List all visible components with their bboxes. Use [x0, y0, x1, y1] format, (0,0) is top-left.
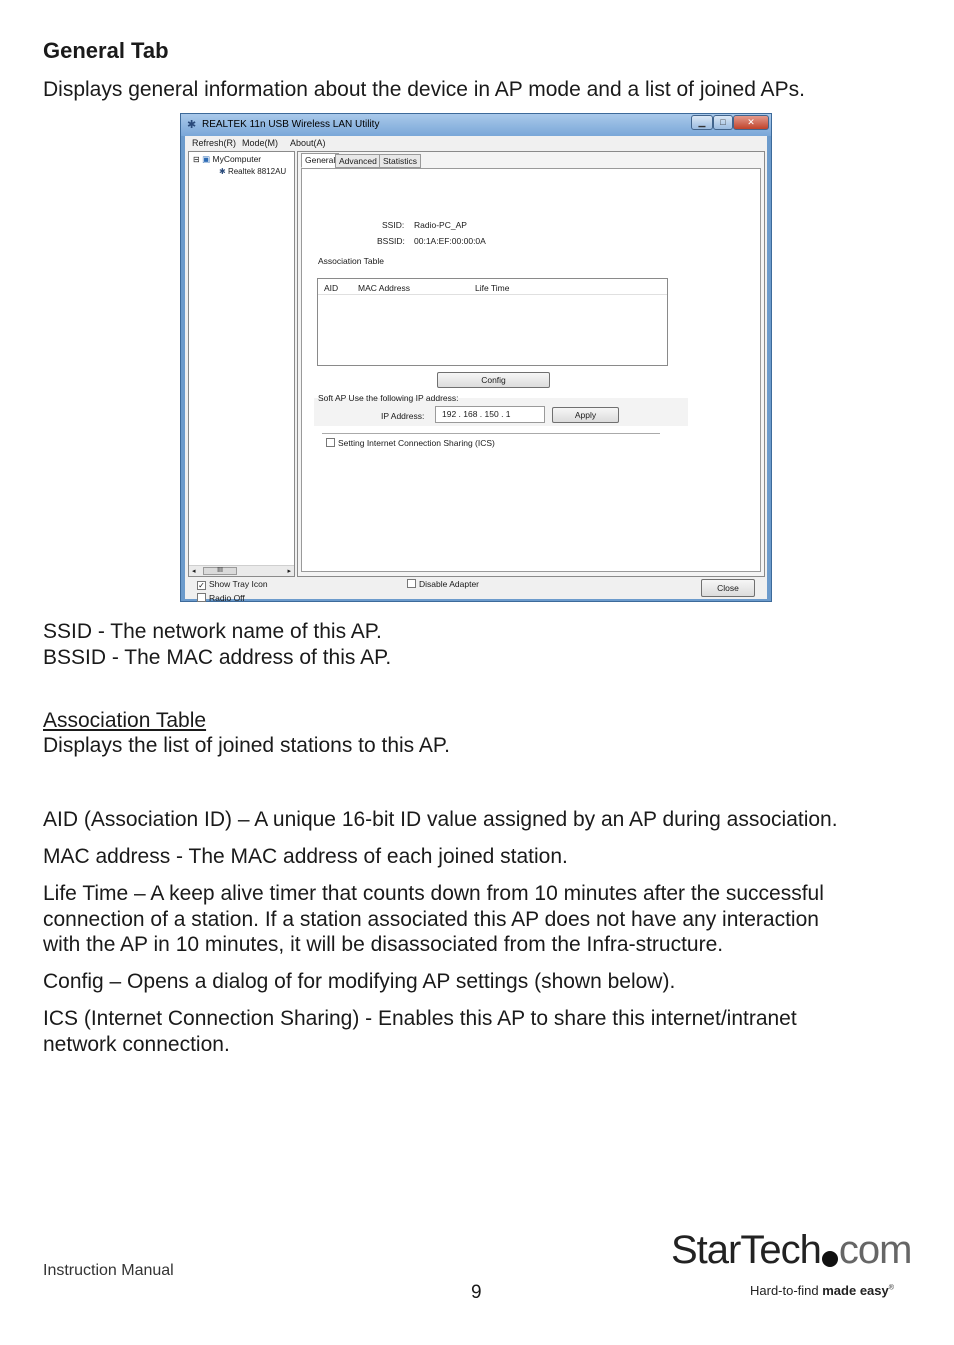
utility-window-screenshot — [180, 113, 772, 602]
aid-description: AID (Association ID) – A unique 16-bit ID value assigned by an AP during association. — [43, 808, 838, 831]
scroll-right-icon[interactable]: ▸ — [287, 568, 291, 575]
ics-description-line1: ICS (Internet Connection Sharing) - Enables this AP to share this internet/intranet — [43, 1007, 797, 1030]
col-aid[interactable]: AID — [324, 283, 339, 293]
association-table-title: Association Table — [43, 709, 207, 732]
bssid-label: BSSID: — [377, 236, 405, 246]
intro-text: Displays general information about the device in AP mode and a list of joined APs. — [43, 78, 805, 101]
menu-refresh[interactable]: Refresh(R) — [192, 138, 237, 148]
soft-ap-label: Soft AP Use the following IP address: — [318, 393, 459, 403]
ssid-value: Radio-PC_AP — [414, 220, 467, 230]
disable-adapter-checkbox[interactable] — [407, 579, 416, 588]
ics-checkbox-row[interactable] — [326, 438, 495, 448]
section-heading: General Tab — [43, 38, 169, 63]
adapter-icon: ✱ — [219, 167, 226, 176]
tagline-part2: made easy — [822, 1283, 889, 1298]
apply-button[interactable]: Apply — [552, 407, 619, 423]
radio-off-checkbox[interactable] — [197, 593, 206, 602]
show-tray-row[interactable] — [197, 579, 268, 590]
ics-checkbox-label: Setting Internet Connection Sharing (ICS) — [338, 438, 495, 448]
logo-tagline — [750, 1283, 894, 1298]
scroll-thumb[interactable]: III — [203, 567, 237, 575]
device-tree[interactable] — [188, 151, 295, 577]
show-tray-label: Show Tray Icon — [209, 579, 268, 589]
col-mac-address[interactable]: MAC Address — [358, 283, 410, 293]
disable-adapter-row[interactable] — [407, 579, 479, 589]
col-life-time[interactable]: Life Time — [475, 283, 510, 293]
tree-child-label: Realtek 8812AU — [227, 167, 287, 176]
ip-address-label: IP Address: — [381, 411, 425, 421]
computer-icon: ▣ — [202, 154, 211, 164]
ssid-label: SSID: — [382, 220, 405, 230]
startech-logo — [671, 1228, 911, 1273]
tab-statistics[interactable]: Statistics — [379, 154, 421, 168]
menu-bar — [185, 136, 767, 150]
mac-description: MAC address - The MAC address of each joined station. — [43, 845, 568, 868]
scroll-left-icon[interactable]: ◂ — [192, 568, 196, 575]
lifetime-description-line3: with the AP in 10 minutes, it will be disassociated from the Infra-structure. — [43, 933, 724, 956]
radio-off-label: Radio Off — [209, 593, 245, 603]
settings-panel — [297, 151, 765, 577]
logo-text-startech: StarTech — [671, 1228, 821, 1272]
general-tab-page — [301, 168, 761, 572]
association-table-description: Displays the list of joined stations to this AP. — [43, 734, 450, 757]
window-body — [185, 136, 767, 603]
bssid-description: BSSID - The MAC address of this AP. — [43, 646, 392, 669]
tree-root-label: MyComputer — [212, 154, 262, 164]
menu-about[interactable]: About(A) — [290, 138, 326, 148]
association-table[interactable] — [317, 278, 668, 366]
show-tray-checkbox[interactable]: ✓ — [198, 581, 205, 590]
tab-general[interactable]: General — [301, 153, 339, 168]
config-button[interactable]: Config — [437, 372, 550, 388]
window-titlebar — [181, 114, 771, 136]
collapse-icon[interactable]: ⊟ — [193, 155, 200, 164]
lifetime-description-line2: connection of a station. If a station associated this AP does not have any interaction — [43, 908, 819, 931]
ics-checkbox[interactable] — [326, 438, 335, 447]
config-description: Config – Opens a dialog of for modifying AP settings (shown below). — [43, 970, 676, 993]
tree-node-adapter[interactable] — [219, 167, 286, 176]
menu-mode[interactable]: Mode(M) — [242, 138, 279, 148]
close-window-button[interactable]: ✕ — [733, 115, 769, 130]
page-number: 9 — [471, 1282, 482, 1303]
footer-manual-label: Instruction Manual — [43, 1262, 174, 1279]
tagline-part1: Hard-to-find — [750, 1283, 823, 1298]
registered-mark: ® — [888, 1284, 894, 1292]
minimize-button[interactable]: ▁ — [691, 115, 713, 130]
logo-dot-icon — [822, 1251, 838, 1267]
association-table-header — [318, 279, 667, 295]
maximize-button[interactable]: □ — [713, 115, 733, 130]
ics-description-line2: network connection. — [43, 1033, 230, 1056]
tree-horizontal-scrollbar[interactable] — [189, 565, 294, 576]
radio-off-row[interactable] — [197, 593, 245, 603]
close-button[interactable]: Close — [701, 579, 755, 597]
ssid-description: SSID - The network name of this AP. — [43, 620, 382, 643]
separator — [322, 433, 660, 434]
window-title: REALTEK 11n USB Wireless LAN Utility — [202, 119, 380, 130]
tab-advanced[interactable]: Advanced — [335, 154, 381, 168]
bssid-value: 00:1A:EF:00:00:0A — [414, 236, 486, 246]
lifetime-description-line1: Life Time – A keep alive timer that counts down from 10 minutes after the successful — [43, 882, 824, 905]
tree-node-mycomputer[interactable] — [193, 154, 261, 165]
disable-adapter-label: Disable Adapter — [419, 579, 480, 589]
association-table-label: Association Table — [318, 256, 384, 266]
ip-address-input[interactable]: 192 . 168 . 150 . 1 — [435, 406, 545, 423]
realtek-app-icon: ✱ — [187, 119, 197, 131]
logo-text-com: com — [838, 1228, 912, 1272]
